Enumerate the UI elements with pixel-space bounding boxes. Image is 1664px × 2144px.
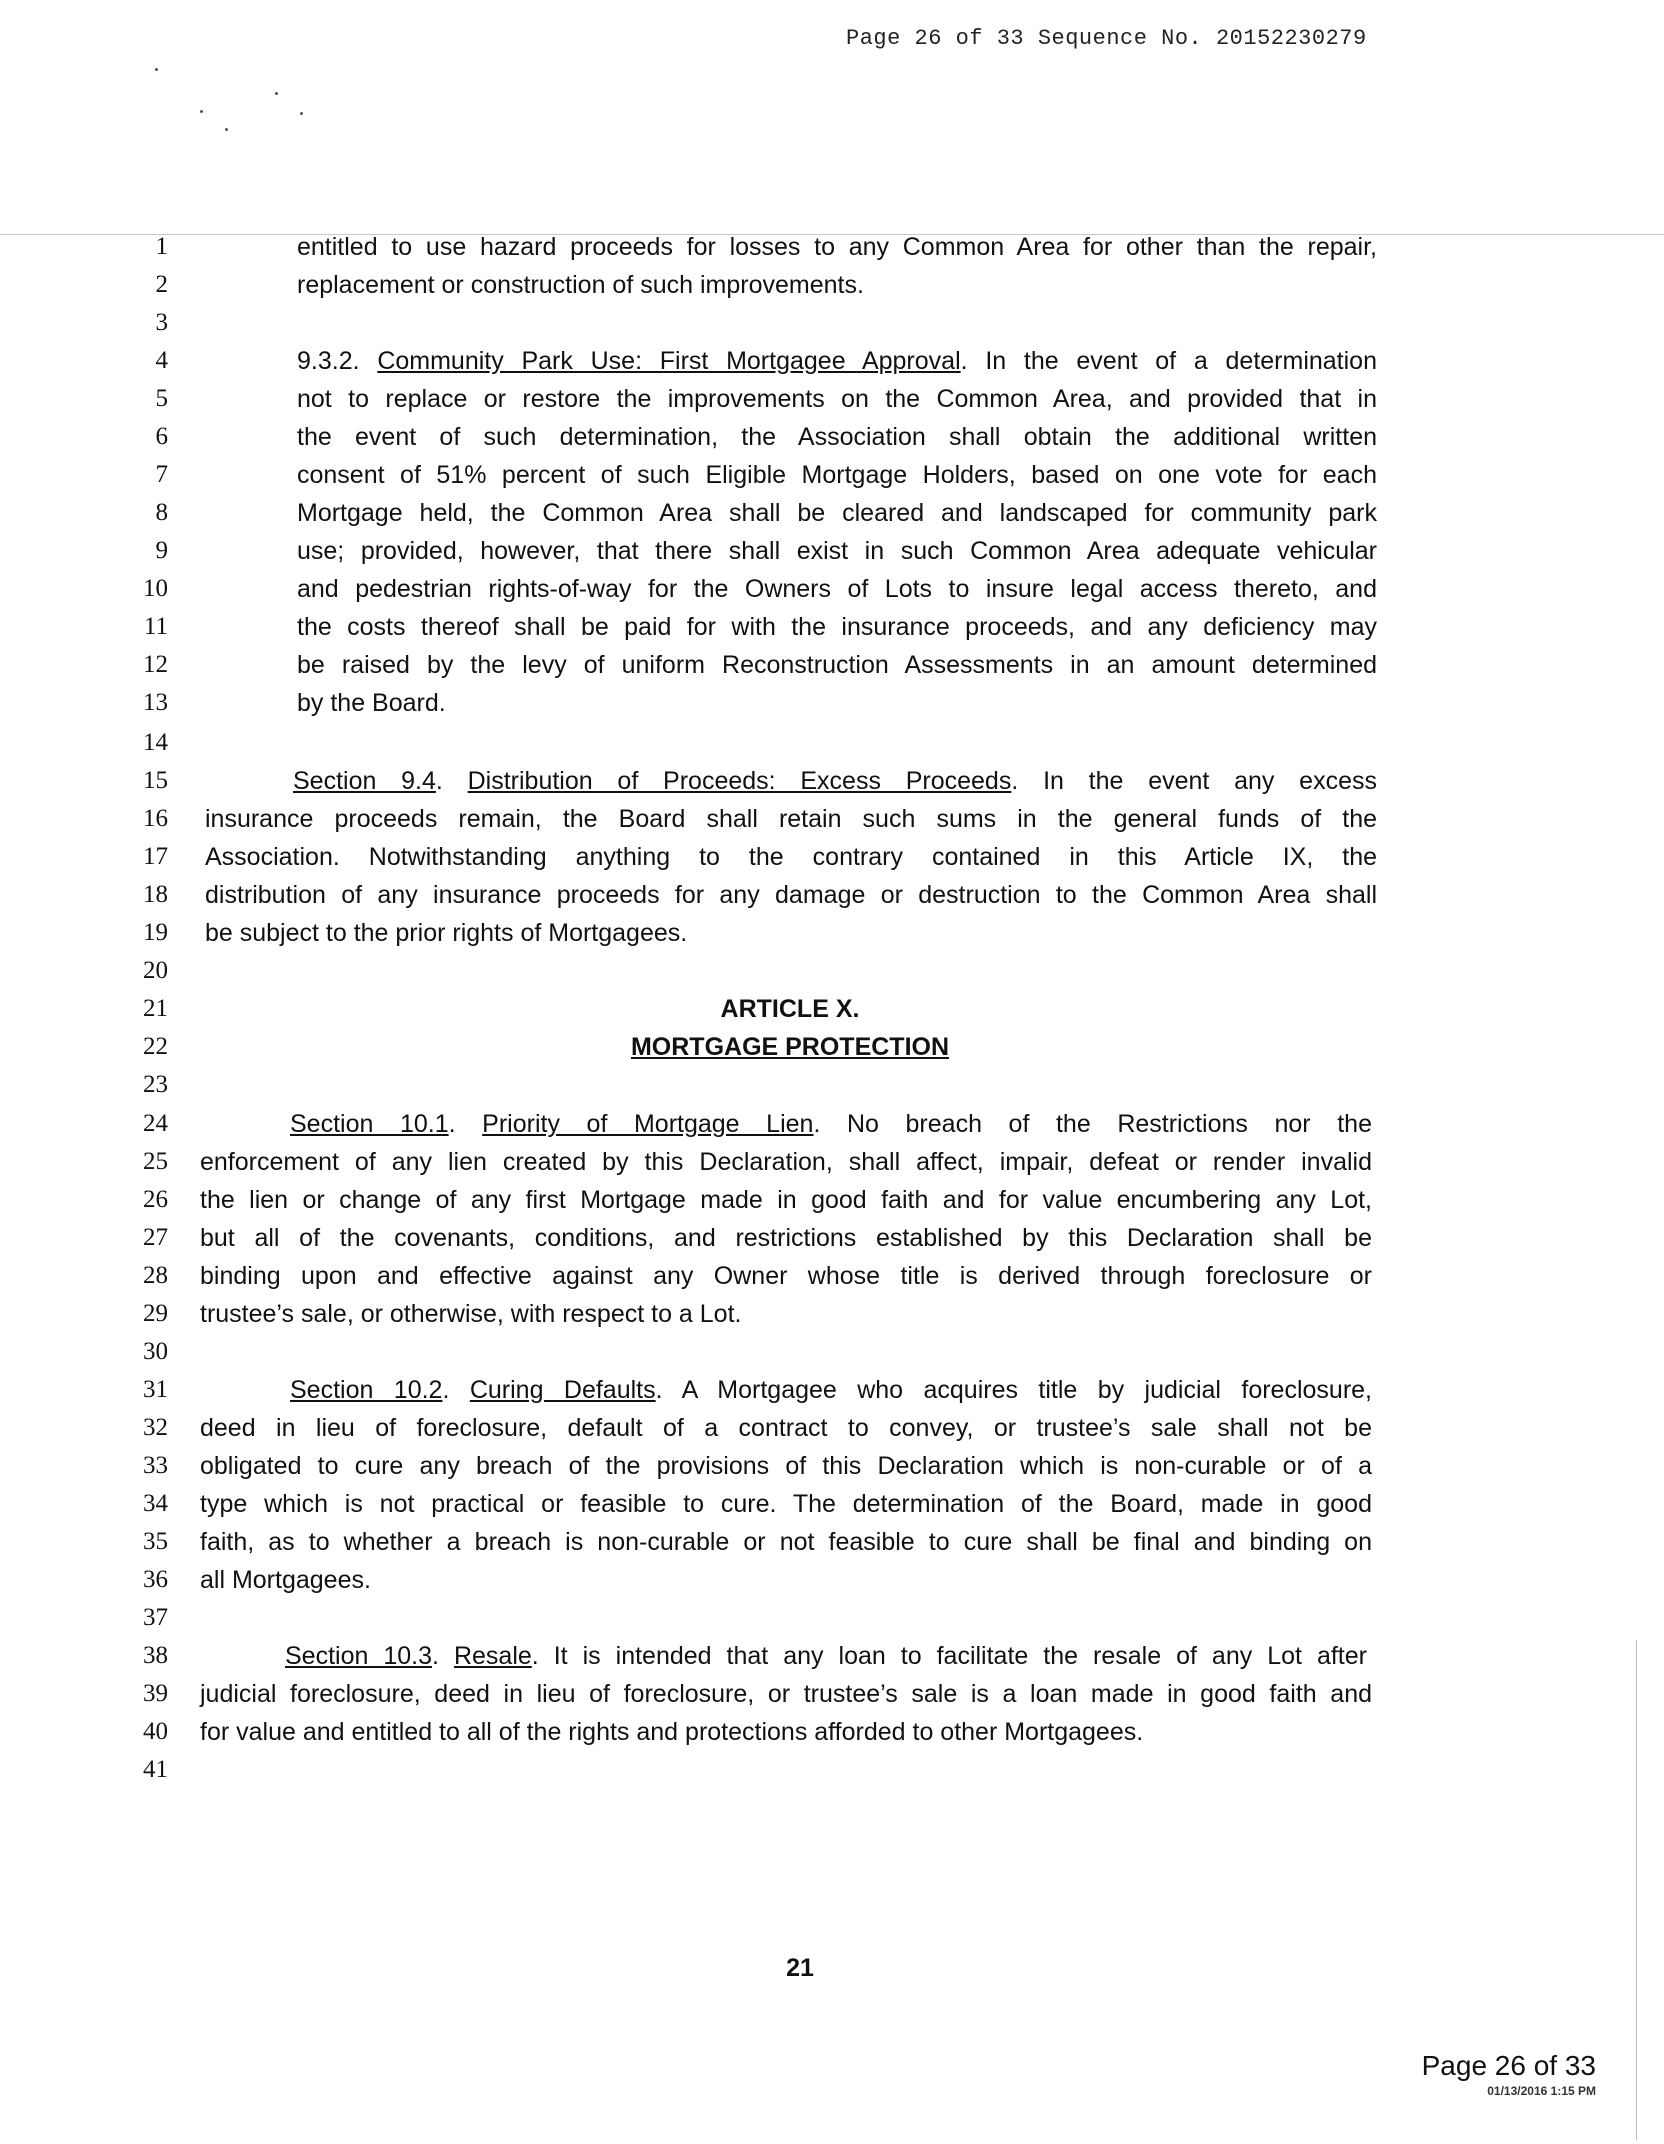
scan-speck [275,92,278,95]
line-number: 17 [143,843,168,870]
stamp-page-label: Page 26 of 33 [1421,2050,1596,2081]
article-number: ARTICLE X. [720,995,860,1023]
line-number: 26 [143,1186,168,1213]
body-line: not to replace or restore the improvements on the Common Area, and provided that in [297,385,1377,413]
line-number: 14 [143,729,168,756]
section-text: It is intended that any loan to facilitate the resale of any Lot after [553,1642,1367,1670]
section-number: 9.3.2. [297,347,360,375]
line-number: 41 [143,1756,168,1783]
filing-stamp [1422,2050,1596,2098]
section-heading: Priority of Mortgage Lien [482,1110,814,1138]
line-number: 39 [143,1680,168,1707]
scan-speck [155,68,158,71]
line-number: 30 [143,1338,168,1365]
line-number: 29 [143,1300,168,1327]
line-number: 2 [155,271,168,298]
line-number: 33 [143,1452,168,1479]
line-number: 31 [143,1376,168,1403]
body-line: trustee’s sale, or otherwise, with respect to a Lot. [200,1300,742,1328]
section-10-2-first-line: Section 10.2. Curing Defaults. A Mortgagee who acquires title by judicial foreclosure, [290,1376,1372,1404]
body-line: be raised by the levy of uniform Reconstruction Assessments in an amount determined [297,651,1377,679]
section-number: Section 10.3 [285,1642,433,1670]
body-line: distribution of any insurance proceeds for any damage or destruction to the Common Area shall [205,881,1377,909]
section-9-4-first-line: Section 9.4. Distribution of Proceeds: Excess Proceeds. In the event any excess [293,767,1377,795]
line-number: 24 [143,1110,168,1137]
line-number: 11 [143,613,168,640]
line-number: 12 [143,651,168,678]
body-line: but all of the covenants, conditions, and restrictions established by this Declaration shall be [200,1224,1372,1252]
section-number: Section 10.2 [290,1376,443,1404]
line-number: 6 [155,423,168,450]
section-text: A Mortgagee who acquires title by judicial foreclosure, [681,1376,1372,1404]
section-text: In the event of a determination [985,347,1377,375]
line-number: 36 [143,1566,168,1593]
body-line: type which is not practical or feasible to cure. The determination of the Board, made in good [200,1490,1372,1518]
section-heading: Distribution of Proceeds: Excess Proceeds [467,767,1012,795]
line-number: 8 [155,499,168,526]
scan-speck [200,110,203,113]
body-line: and pedestrian rights-of-way for the Owners of Lots to insure legal access thereto, and [297,575,1377,603]
line-number: 40 [143,1718,168,1745]
line-number: 21 [143,995,168,1022]
line-number: 5 [155,385,168,412]
section-text: In the event any excess [1043,767,1377,795]
line-number: 9 [155,537,168,564]
article-title: MORTGAGE PROTECTION [630,1033,950,1061]
body-line: enforcement of any lien created by this Declaration, shall affect, impair, defeat or render invalid [200,1148,1372,1176]
line-number: 22 [143,1033,168,1060]
body-line: the event of such determination, the Association shall obtain the additional written [297,423,1377,451]
line-number: 27 [143,1224,168,1251]
body-line: the lien or change of any first Mortgage made in good faith and for value encumbering any Lot, [200,1186,1372,1214]
section-number: Section 10.1 [290,1110,449,1138]
line-number: 13 [143,689,168,716]
section-heading: Curing Defaults [469,1376,656,1404]
line-number: 16 [143,805,168,832]
body-line: obligated to cure any breach of the provisions of this Declaration which is non-curable or of a [200,1452,1372,1480]
line-number: 20 [143,957,168,984]
section-heading: Resale [453,1642,532,1670]
body-line: use; provided, however, that there shall exist in such Common Area adequate vehicular [297,537,1377,565]
body-line: binding upon and effective against any Owner whose title is derived through foreclosure or [200,1262,1372,1290]
line-number: 23 [143,1071,168,1098]
body-line: Mortgage held, the Common Area shall be cleared and landscaped for community park [297,499,1377,527]
line-number: 7 [155,461,168,488]
body-line: entitled to use hazard proceeds for losses to any Common Area for other than the repair, [297,233,1377,261]
scan-right-edge [1636,1640,1637,2140]
body-line: by the Board. [297,689,446,717]
body-line: judicial foreclosure, deed in lieu of foreclosure, or trustee’s sale is a loan made in good faith and [200,1680,1372,1708]
body-line: deed in lieu of foreclosure, default of a contract to convey, or trustee’s sale shall not be [200,1414,1372,1442]
section-10-3-first-line: Section 10.3. Resale. It is intended that any loan to facilitate the resale of any Lot after [285,1642,1367,1670]
scan-speck [225,128,228,131]
line-number: 32 [143,1414,168,1441]
body-line: faith, as to whether a breach is non-curable or not feasible to cure shall be final and binding on [200,1528,1372,1556]
body-line: consent of 51% percent of such Eligible Mortgage Holders, based on one vote for each [297,461,1377,489]
section-10-1-first-line: Section 10.1. Priority of Mortgage Lien. No breach of the Restrictions nor the [290,1110,1372,1138]
stamp-datetime: 01/13/2016 1:15 PM [1487,2084,1596,2098]
line-number: 10 [143,575,168,602]
line-number: 15 [143,767,168,794]
body-line: be subject to the prior rights of Mortgagees. [205,919,688,947]
section-text: No breach of the Restrictions nor the [846,1110,1372,1138]
page-sequence-header: Page 26 of 33 Sequence No. 20152230279 [846,26,1367,51]
body-line: for value and entitled to all of the rights and protections afforded to other Mortgagees. [200,1718,1144,1746]
section-9-3-2-first-line: 9.3.2. Community Park Use: First Mortgagee Approval. In the event of a determination [297,347,1377,375]
body-line: the costs thereof shall be paid for with the insurance proceeds, and any deficiency may [297,613,1377,641]
line-number: 37 [143,1604,168,1631]
line-number: 35 [143,1528,168,1555]
section-number: Section 9.4 [293,767,436,795]
body-line: Association. Notwithstanding anything to the contrary contained in this Article IX, the [205,843,1377,871]
body-line: all Mortgagees. [200,1566,371,1594]
scan-speck [300,112,303,115]
line-number: 3 [155,309,168,336]
body-line: insurance proceeds remain, the Board shall retain such sums in the general funds of the [205,805,1377,833]
line-number: 18 [143,881,168,908]
line-number: 34 [143,1490,168,1517]
line-number: 28 [143,1262,168,1289]
line-number: 19 [143,919,168,946]
page-number: 21 [786,1954,814,1982]
body-line: replacement or construction of such improvements. [297,271,864,299]
line-number: 38 [143,1642,168,1669]
line-number: 1 [155,233,168,260]
line-number: 4 [155,347,168,374]
line-number: 25 [143,1148,168,1175]
section-heading: Community Park Use: First Mortgagee Approval [377,347,961,375]
